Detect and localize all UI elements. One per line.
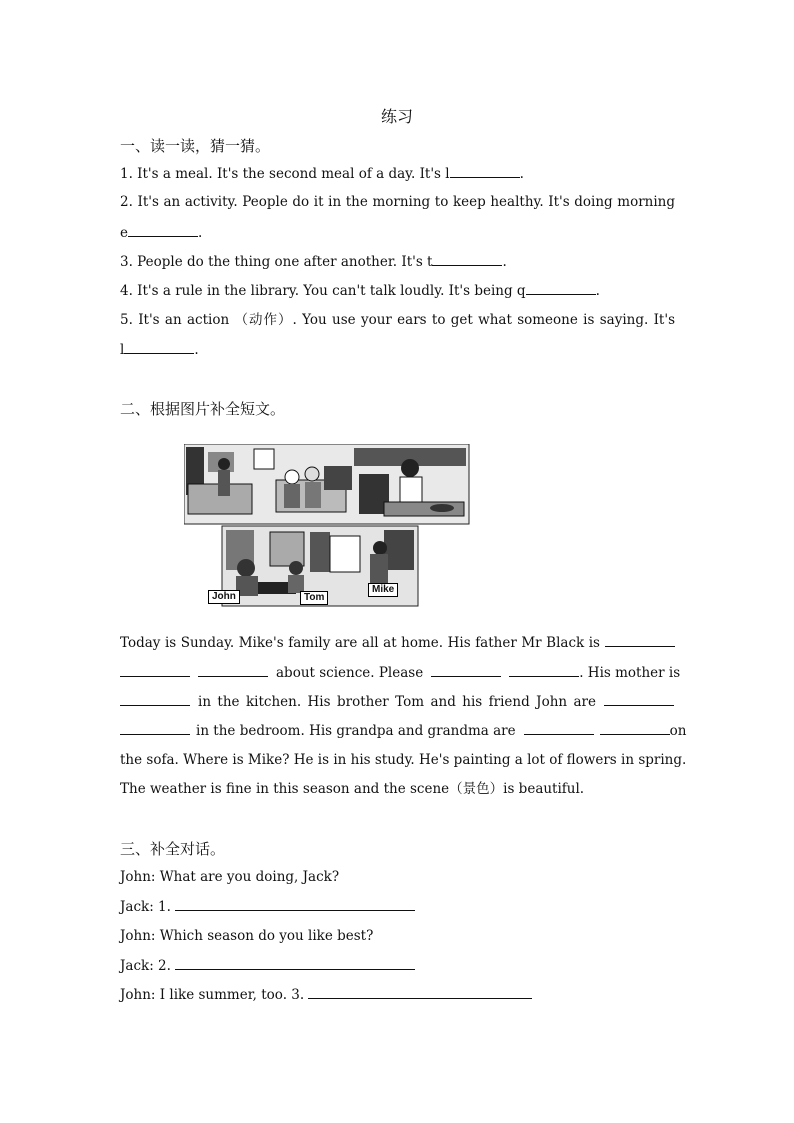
blank-3[interactable] xyxy=(198,663,268,677)
blank-8[interactable] xyxy=(120,721,190,735)
page-title: 练习 xyxy=(380,107,413,126)
dialog-line-1: John: What are you doing, Jack? xyxy=(120,869,340,885)
q4-blank[interactable] xyxy=(526,281,596,295)
blank-10[interactable] xyxy=(600,721,670,735)
para-line-1 xyxy=(120,633,675,652)
label-john: John xyxy=(208,590,240,604)
q5-prefix: l xyxy=(120,342,125,358)
para-l2a-text: about science. Please xyxy=(276,665,424,681)
question-2-line1: 2. It's an activity. People do it in the morning to keep healthy. It's doing morning xyxy=(120,194,675,210)
question-1 xyxy=(120,164,675,183)
q2-end: . xyxy=(198,225,203,241)
question-4 xyxy=(120,281,675,300)
section3-heading: 三、补全对话。 xyxy=(120,840,226,858)
q1-blank[interactable] xyxy=(450,164,520,178)
para-line-4 xyxy=(120,721,687,740)
q1-text: 1. It's a meal. It's the second meal of a day. It's l xyxy=(120,166,450,182)
label-mike: Mike xyxy=(368,583,398,597)
para-line-5: the sofa. Where is Mike? He is in his study. He's painting a lot of flowers in spring. xyxy=(120,752,687,768)
blank-1[interactable] xyxy=(605,633,675,647)
family-illustration xyxy=(184,444,470,609)
question-3 xyxy=(120,252,675,271)
q4-text: 4. It's a rule in the library. You can't talk loudly. It's being q xyxy=(120,283,526,299)
q3-blank[interactable] xyxy=(432,252,502,266)
blank-2[interactable] xyxy=(120,663,190,677)
q3-text: 3. People do the thing one after another. It's t xyxy=(120,254,433,270)
question-5-line1: 5. It's an action （动作）. You use your ears to get what someone is saying. It's xyxy=(120,312,675,328)
q2-prefix: e xyxy=(120,225,128,241)
blank-5[interactable] xyxy=(509,663,579,677)
question-5-line2 xyxy=(120,340,675,359)
para-l4b-text: on xyxy=(669,723,687,739)
dialog-line-4 xyxy=(120,956,675,975)
blank-7[interactable] xyxy=(604,692,674,706)
section2-heading: 二、根据图片补全短文。 xyxy=(120,400,286,418)
q5-blank[interactable] xyxy=(124,340,194,354)
para-l3a-text: in the kitchen. His brother Tom and his friend John are xyxy=(198,694,596,710)
question-2-line2 xyxy=(120,223,675,242)
d5-text: John: I like summer, too. 3. xyxy=(120,987,305,1003)
blank-9[interactable] xyxy=(524,721,594,735)
para-line-2 xyxy=(120,663,681,682)
d2-text: Jack: 1. xyxy=(120,899,171,915)
d4-text: Jack: 2. xyxy=(120,958,171,974)
q5-end: . xyxy=(194,342,199,358)
section1-heading: 一、读一读，猜一猜。 xyxy=(120,137,271,155)
q1-end: . xyxy=(519,166,524,182)
dialog-line-2 xyxy=(120,897,675,916)
para-l1-text: Today is Sunday. Mike's family are all at home. His father Mr Black is xyxy=(120,635,600,651)
dialog-line-5 xyxy=(120,985,675,1004)
para-line-3 xyxy=(120,692,675,711)
blank-6[interactable] xyxy=(120,692,190,706)
dialog-line-3: John: Which season do you like best? xyxy=(120,928,374,944)
label-tom: Tom xyxy=(300,591,328,605)
para-l2b-text: . His mother is xyxy=(579,665,681,681)
answer-1-blank[interactable] xyxy=(175,897,415,911)
answer-3-blank[interactable] xyxy=(308,985,532,999)
answer-2-blank[interactable] xyxy=(175,956,415,970)
q2-blank[interactable] xyxy=(128,223,198,237)
para-line-6: The weather is fine in this season and the scene（景色）is beautiful. xyxy=(120,781,585,797)
q3-end: . xyxy=(502,254,507,270)
q4-end: . xyxy=(595,283,600,299)
para-l4a-text: in the bedroom. His grandpa and grandma are xyxy=(196,723,516,739)
blank-4[interactable] xyxy=(431,663,501,677)
